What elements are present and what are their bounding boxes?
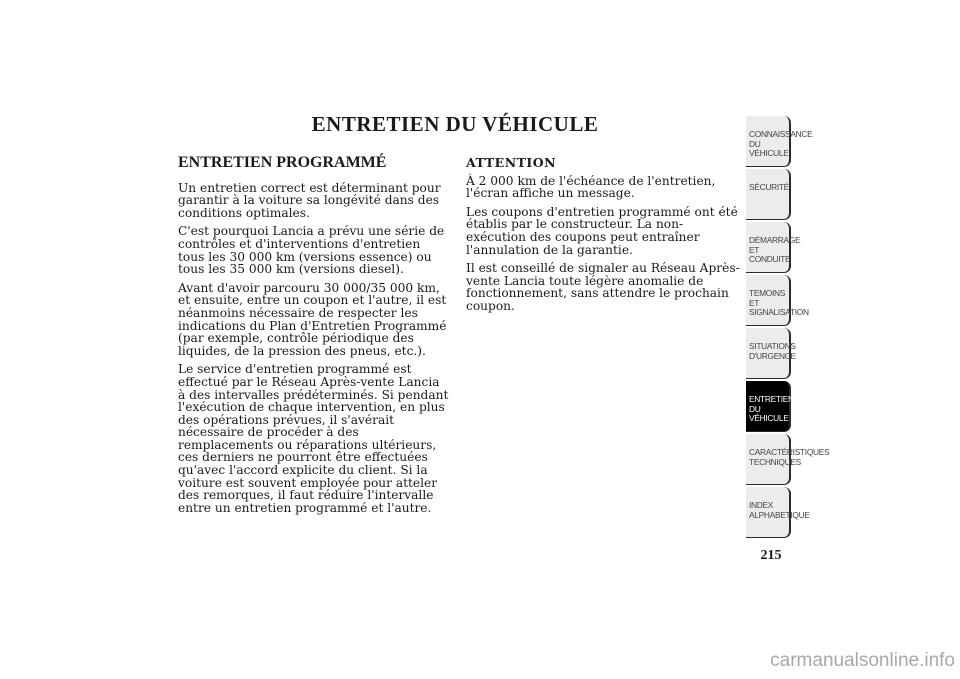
paragraph: Les coupons d'entretien programmé ont été établis par le constructeur. La non-exécution des coupons peut entraîner l'annulation de la garantie. — [466, 204, 738, 257]
paragraph: Avant d'avoir parcouru 30 000/35 000 km, et ensuite, entre un coupon et l'autre, il est néanmoins nécessaire de respecter les indications du Plan d'Entretien Programmé (par exemple, contrôle périodique des liquides, de la pression des pneus, etc.). — [178, 280, 447, 358]
tab-demarrage-et-conduite[interactable]: DÉMARRAGE ET CONDUITE — [746, 222, 791, 273]
paragraph: Le service d'entretien programmé est effectué par le Réseau Après-vente Lancia à des intervalles prédéterminés. Si pendant l'exécution de chaque intervention, en plus des opérations prévues, il s'avérait nécessaire de procéder à des remplacements ou réparations ultérieurs, ces derniers ne pourront être effectuées qu'avec l'accord explicite du client. Si la voiture est souvent employée pour atteler des remorques, il faut réduire l'intervalle entre un entretien programmé et l'autre. — [178, 362, 449, 515]
right-column — [466, 157, 741, 319]
tab-situations-d-urgence[interactable]: SITUATIONS D'URGENCE — [746, 328, 791, 379]
tab-index-alphabetique[interactable]: INDEX ALPHABETIQUE — [746, 487, 791, 538]
chapter-sidebar — [746, 116, 830, 540]
tab-connaissance-du-vehicule[interactable]: CONNAISSANCE DU VÉHICULE — [746, 116, 791, 167]
section-heading: ENTRETIEN PROGRAMMÉ — [178, 154, 387, 171]
paragraph: Il est conseillé de signaler au Réseau Après-vente Lancia toute légère anomalie de fonctionnement, sans attendre le prochain coupon. — [466, 261, 740, 313]
page-number: 215 — [760, 548, 782, 563]
watermark: carmanualsonline.info — [770, 650, 955, 671]
tab-caracteristiques-techniques[interactable]: CARACTÉRISTIQUES TECHNIQUES — [746, 434, 791, 485]
tab-entretien-du-vehicule[interactable]: ENTRETIEN DU VÉHICULE — [746, 381, 791, 432]
tab-temoins-et-signalisation[interactable]: TEMOINS ET SIGNALISATION — [746, 275, 791, 326]
paragraph: C'est pourquoi Lancia a prévu une série de contrôles et d'interventions d'entretien tous les 30 000 km (versions essence) ou tous les 35 000 km (versions diesel). — [178, 224, 445, 277]
paragraph: À 2 000 km de l'échéance de l'entretien, l'écran affiche un message. — [466, 173, 716, 201]
page-title: ENTRETIEN DU VÉHICULE — [311, 112, 599, 136]
attention-heading: ATTENTION — [466, 155, 557, 170]
paragraph: Un entretien correct est déterminant pour garantir à la voiture sa longévité dans des conditions optimales. — [178, 180, 441, 220]
tab-securite[interactable]: SÉCURITÉ — [746, 169, 791, 220]
left-column — [178, 154, 450, 520]
